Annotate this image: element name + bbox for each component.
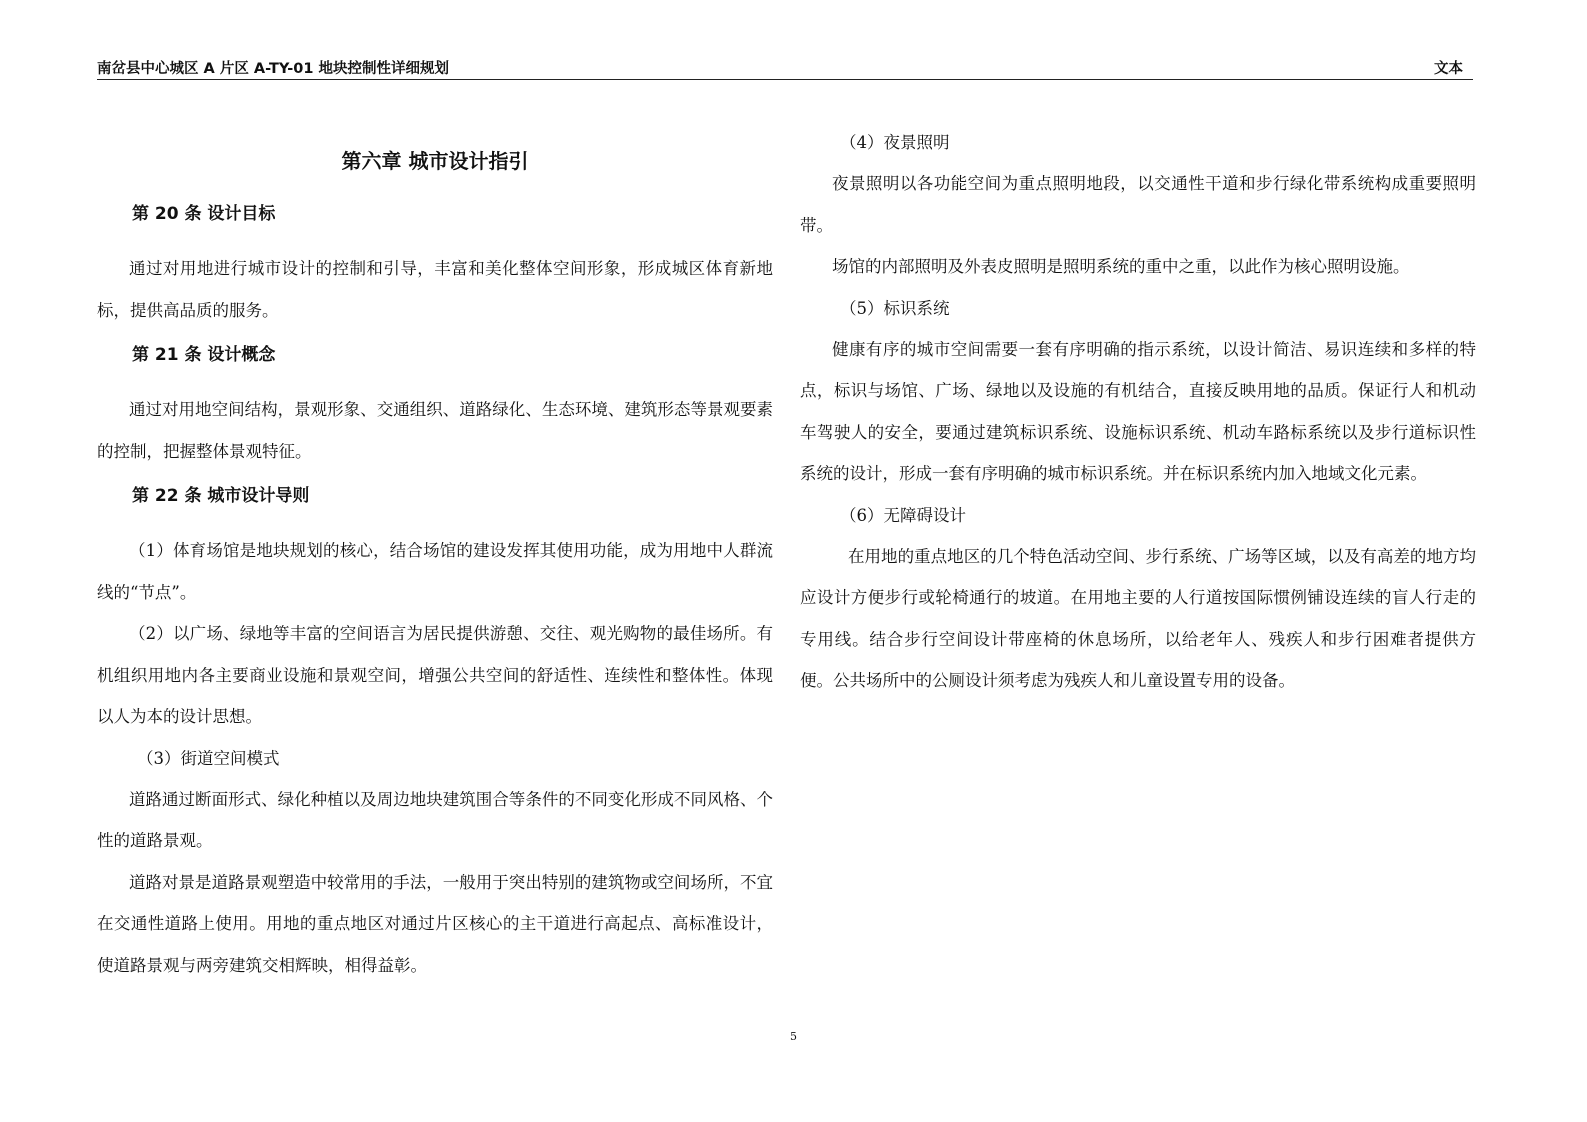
article-21-heading: 第 21 条 设计概念 xyxy=(132,345,276,365)
guideline-5-text: 健康有序的城市空间需要一套有序明确的指示系统，以设计简洁、易识连续和多样的特点，标识与场馆、广场、绿地以及设施的有机结合，直接反映用地的品质。保证行人和机动车驾驶人的安全，要通过建筑标识系统、设施标识系统、机动车路标系统以及步行道标识性系统的设计，形成一套有序明确的城市标识系统。并在标识系统内加入地域文化元素。 xyxy=(800,339,1476,483)
guideline-3-text-2: 道路对景是道路景观塑造中较常用的手法，一般用于突出特别的建筑物或空间场所，不宜在交通性道路上使用。用地的重点地区对通过片区核心的主干道进行高起点、高标准设计，使道路景观与两旁建筑交相辉映，相得益彰。 xyxy=(97,872,773,975)
chapter-title: 第六章 城市设计指引 xyxy=(341,149,529,173)
left-column xyxy=(97,122,773,986)
article-20-text: 通过对用地进行城市设计的控制和引导，丰富和美化整体空间形象，形成城区体育新地标，提供高品质的服务。 xyxy=(97,259,773,320)
guideline-6-text: 在用地的重点地区的几个特色活动空间、步行系统、广场等区域，以及有高差的地方均应设计方便步行或轮椅通行的坡道。在用地主要的人行道按国际惯例铺设连续的盲人行走的专用线。结合步行空间设计带座椅的休息场所，以给老年人、残疾人和步行困难者提供方便。公共场所中的公厕设计须考虑为残疾人和儿童设置专用的设备。 xyxy=(800,546,1476,690)
guideline-4-text-2: 场馆的内部照明及外表皮照明是照明系统的重中之重，以此作为核心照明设施。 xyxy=(832,257,1410,276)
guideline-1-text: （1）体育场馆是地块规划的核心，结合场馆的建设发挥其使用功能，成为用地中人群流线的“节点”。 xyxy=(97,541,773,602)
guideline-4-text-1: 夜景照明以各功能空间为重点照明地段，以交通性干道和步行绿化带系统构成重要照明带。 xyxy=(800,174,1476,235)
header-label: 文本 xyxy=(1434,61,1463,77)
guideline-5-heading: （5）标识系统 xyxy=(840,298,950,318)
page-number: 5 xyxy=(790,1030,797,1043)
guideline-4-heading: （4）夜景照明 xyxy=(840,133,950,152)
right-column xyxy=(800,122,1476,702)
guideline-2-text: （2）以广场、绿地等丰富的空间语言为居民提供游憩、交往、观光购物的最佳场所。有机组织用地内各主要商业设施和景观空间，增强公共空间的舒适性、连续性和整体性。体现以人为本的设计思想。 xyxy=(97,624,773,726)
document-title: 南岔县中心城区 A 片区 A-TY-01 地块控制性详细规划 xyxy=(97,61,449,77)
article-21-text: 通过对用地空间结构，景观形象、交通组织、道路绿化、生态环境、建筑形态等景观要素的控制，把握整体景观特征。 xyxy=(97,400,773,461)
guideline-3-heading: （3）街道空间模式 xyxy=(137,748,280,768)
guideline-6-heading: （6）无障碍设计 xyxy=(840,505,966,525)
article-22-heading: 第 22 条 城市设计导则 xyxy=(132,486,310,506)
article-20-heading: 第 20 条 设计目标 xyxy=(132,204,276,224)
guideline-3-text-1: 道路通过断面形式、绿化种植以及周边地块建筑围合等条件的不同变化形成不同风格、个性的道路景观。 xyxy=(97,789,773,850)
page-header xyxy=(97,55,1473,80)
